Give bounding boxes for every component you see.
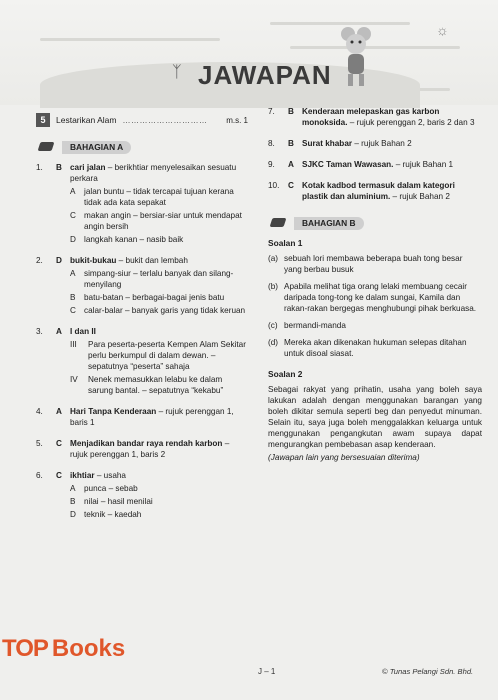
page-title: JAWAPAN xyxy=(198,60,332,90)
book-icon xyxy=(268,217,290,229)
left-column xyxy=(36,112,248,530)
page-number: J – 1 xyxy=(258,667,276,676)
question-2: 2. D bukit-bukau – bukit dan lembah A simpang-siur – terlalu banyak dan silang-menyilang B batu-batan – berbagai-bagai jenis batu C calar-balar – banyak garis yang tidak keruan xyxy=(36,256,246,315)
bleed-line xyxy=(40,38,220,41)
grass-icon: ᛉ xyxy=(172,64,182,81)
section-a-heading: BAHAGIAN A xyxy=(36,140,248,154)
question-3: 3. A I dan II III Para peserta-peserta Kempen Alam Sekitar perlu berkumpul di dalam dewan. – sepatutnya “peserta” sahaja IV Nenek memasukkan lelabu ke dalam sarung bantal. – sepatutnya “kekabu” xyxy=(36,327,246,395)
question-8: 8. B Surat khabar – rujuk Bahan 2 xyxy=(268,139,412,148)
answer-item: (a) sebuah lori membawa beberapa buah tong besar yang berbau busuk xyxy=(268,254,463,274)
answer-item: (c) bermandi-manda xyxy=(268,321,346,330)
question-6: 6. C ikhtiar – usaha A punca – sebab B nilai – hasil menilai D teknik – kaedah xyxy=(36,471,153,519)
copyright: © Tunas Pelangi Sdn. Bhd. xyxy=(382,667,474,676)
soalan-1-heading: Soalan 1 xyxy=(268,238,303,248)
soalan-2-answer: Sebagai rakyat yang prihatin, usaha yang boleh saya lakukan adalah dengan menggunakan barangan yang boleh dikitar semula seperti beg dan penyedut minuman. Selain itu, saya juga boleh menggalakkan keluarga untuk menggunakan pengangkutan awam supaya dapat mengurangkan pembebasan asap kenderaan. xyxy=(268,385,482,449)
soalan-2-heading: Soalan 2 xyxy=(268,369,303,379)
answer-item: (b) Apabila melihat tiga orang lelaki membuang cecair daripada tong-tong ke dalam sungai, Kamila dan rakan-rakan bergegas menghubungi pihak berkuasa. xyxy=(268,282,477,313)
answer-item: (d) Mereka akan dikenakan hukuman selepas ditahan untuk disoal siasat. xyxy=(268,338,467,358)
question-9: 9. A SJKC Taman Wawasan. – rujuk Bahan 1 xyxy=(268,160,454,169)
question-10: 10. C Kotak kadbod termasuk dalam kategori plastik dan aluminium. – rujuk Bahan 2 xyxy=(268,181,455,201)
book-icon xyxy=(36,141,58,153)
right-column xyxy=(268,106,482,463)
sun-icon: ☼ xyxy=(436,22,449,38)
section-b-heading: BAHAGIAN B xyxy=(268,216,482,230)
question-5: 5. C Menjadikan bandar raya rendah karbon – rujuk perenggan 1, baris 2 xyxy=(36,439,230,459)
unit-number-badge: 5 xyxy=(36,113,50,127)
question-1: 1. B cari jalan – berikhtiar menyelesaikan sesuatu perkara A jalan buntu – tidak tercapai tujuan kerana tidak ada kata sepakat C makan angin – bersiar-siar untuk mendapat angin bersih D langkah kanan – nasib baik xyxy=(36,163,242,244)
topbooks-watermark-logo: TOP Books xyxy=(2,635,126,662)
unit-dots: ………………………… xyxy=(122,115,208,125)
unit-title: Lestarikan Alam xyxy=(56,114,117,125)
question-7: 7. B Kenderaan melepaskan gas karbon monoksida. – rujuk perenggan 2, baris 2 dan 3 xyxy=(268,107,475,127)
soalan-2-note: (Jawapan lain yang bersesuaian diterima) xyxy=(268,453,420,462)
unit-row xyxy=(36,112,248,128)
mouse-mascot-icon xyxy=(336,22,376,92)
question-4: 4. A Hari Tanpa Kenderaan – rujuk perenggan 1, baris 1 xyxy=(36,407,234,427)
unit-page-ref: m.s. 1 xyxy=(226,115,248,125)
